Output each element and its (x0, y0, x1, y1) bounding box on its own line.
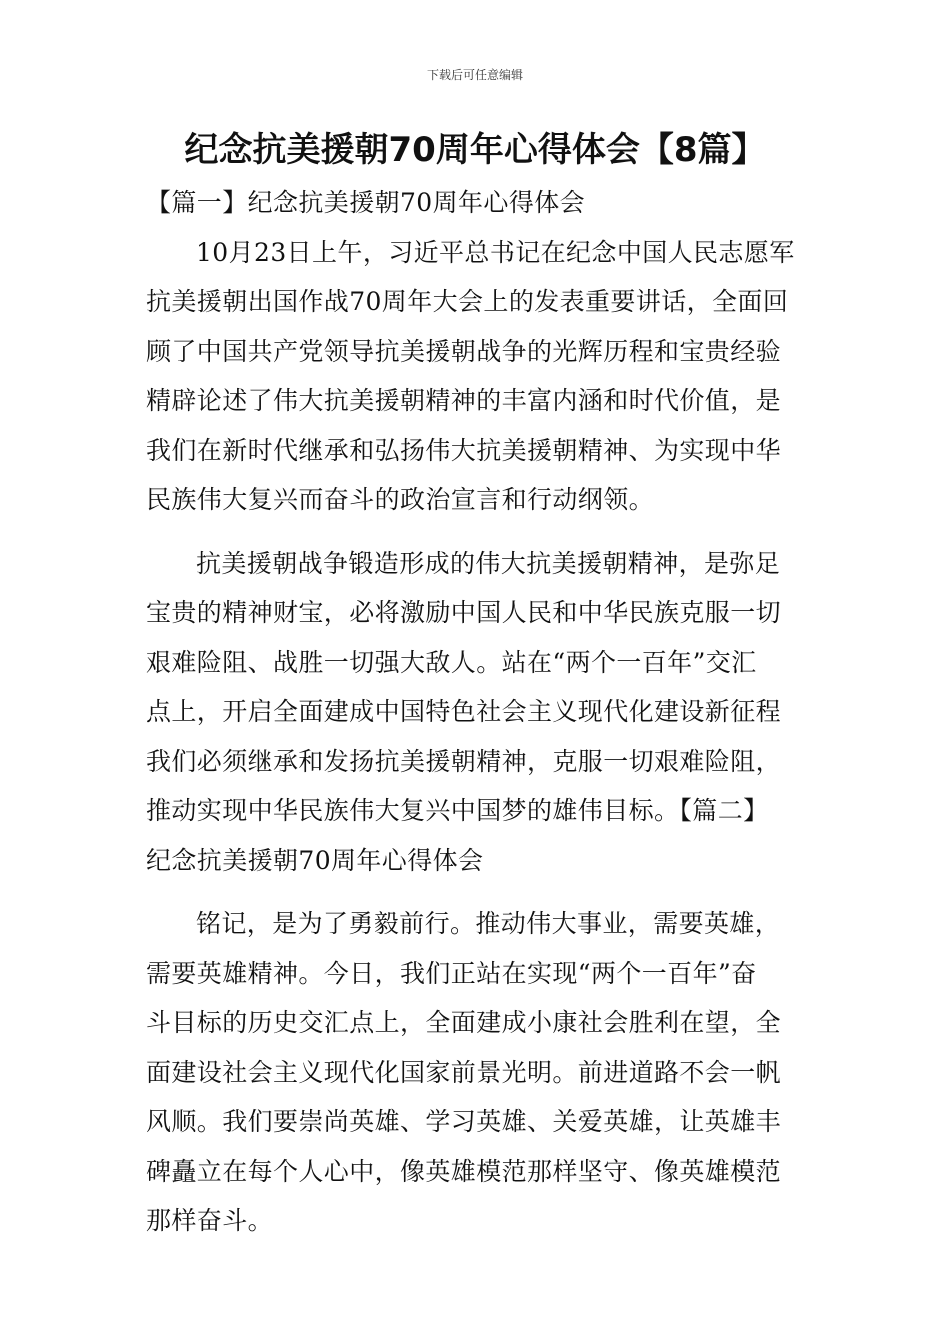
paragraph-gap (146, 885, 806, 899)
paragraph-line: 需要英雄精神。今日，我们正站在实现“两个一百年”奋 (146, 958, 757, 988)
paragraph-line: 顾了中国共产党领导抗美援朝战争的光辉历程和宝贵经验 (146, 336, 782, 366)
paragraph-line: 斗目标的历史交汇点上，全面建成小康社会胜利在望，全 (146, 1008, 782, 1037)
paragraph-line: 精辟论述了伟大抗美援朝精神的丰富内涵和时代价值，是 (146, 386, 782, 415)
paragraph-line: 碑矗立在每个人心中，像英雄模范那样坚守、像英雄模范 (146, 1156, 782, 1186)
paragraph-3 (146, 899, 806, 1246)
document-title: 纪念抗美援朝70周年心得体会【8篇】 (184, 130, 766, 170)
paragraph-line: 艰难险阻、战胜一切强大敌人。站在“两个一百年”交汇 (146, 647, 757, 677)
paragraph-line: 那样奋斗。 (146, 1206, 274, 1235)
paragraph-line: 民族伟大复兴而奋斗的政治宣言和行动纲领。 (146, 485, 655, 514)
section-heading: 【篇一】纪念抗美援朝70周年心得体会 (146, 188, 586, 217)
paragraph-2 (146, 539, 806, 886)
paragraph-line: 面建设社会主义现代化国家前景光明。前进道路不会一帆 (146, 1057, 782, 1087)
paragraph-gap (146, 525, 806, 539)
paragraph-line: 抗美援朝出国作战70周年大会上的发表重要讲话，全面回 (146, 287, 789, 316)
document-body (146, 178, 806, 1246)
paragraph-line: 风顺。我们要崇尚英雄、学习英雄、关爱英雄，让英雄丰 (146, 1107, 782, 1136)
paragraph-line: 我们在新时代继承和弘扬伟大抗美援朝精神、为实现中华 (146, 435, 782, 465)
paragraph-line: 点上，开启全面建成中国特色社会主义现代化建设新征程 (146, 697, 782, 726)
paragraph-line: 10月23日上午，习近平总书记在纪念中国人民志愿军 (196, 237, 795, 267)
paragraph-1 (146, 228, 806, 525)
paragraph-line: 我们必须继承和发扬抗美援朝精神，克服一切艰难险阻， (146, 746, 782, 776)
header-note: 下载后可任意编辑 (426, 68, 523, 82)
paragraph-line: 推动实现中华民族伟大复兴中国梦的雄伟目标。【篇二】 (146, 796, 769, 825)
paragraph-line: 铭记，是为了勇毅前行。推动伟大事业，需要英雄， (196, 909, 781, 938)
paragraph-line: 纪念抗美援朝70周年心得体会 (146, 845, 484, 875)
paragraph-line: 抗美援朝战争锻造形成的伟大抗美援朝精神，是弥足 (196, 548, 781, 578)
paragraph-line: 宝贵的精神财宝，必将激励中国人民和中华民族克服一切 (146, 598, 782, 627)
